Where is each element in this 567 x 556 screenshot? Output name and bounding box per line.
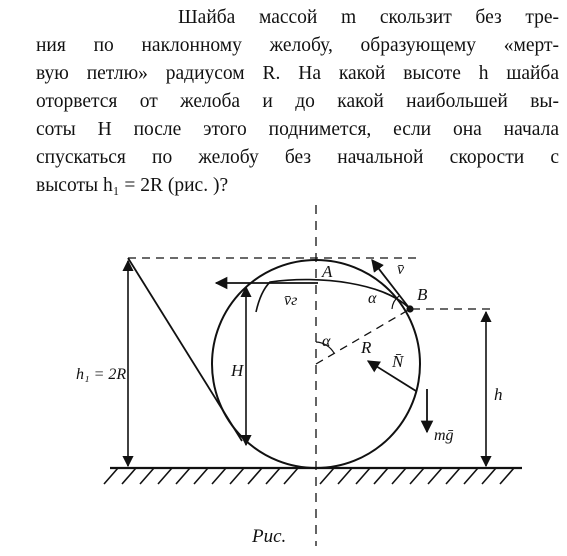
label-angle-b: α bbox=[368, 290, 377, 307]
velocity-arrow bbox=[372, 260, 410, 309]
problem-line: оторвется от желоба и до какой наибольшей вы- bbox=[36, 91, 559, 112]
label-height-h1: h₁ = 2R bbox=[76, 366, 127, 383]
label-normal-force: N̄ bbox=[392, 352, 404, 371]
ground bbox=[104, 468, 522, 484]
label-height-h: h bbox=[494, 385, 503, 404]
label-point-b: B bbox=[417, 285, 428, 304]
figure-caption: Рис. bbox=[252, 526, 287, 547]
label-radius: R bbox=[361, 338, 372, 357]
problem-line: соты H после этого поднимется, если она начала bbox=[36, 119, 559, 140]
problem-line: вую петлю» радиусом R. На какой высоте h шайба bbox=[36, 63, 559, 84]
label-height-H: H bbox=[231, 361, 244, 380]
label-velocity-horizontal: v̄г bbox=[284, 292, 298, 309]
problem-line: Шайба массой m скользит без тре- bbox=[178, 7, 559, 28]
incline bbox=[128, 258, 242, 441]
problem-line: ния по наклонному желобу, образующему «мерт- bbox=[36, 35, 559, 56]
trajectory bbox=[256, 280, 410, 312]
label-point-a: A bbox=[322, 262, 333, 281]
problem-line: высоты h₁ = 2R (рис. )? bbox=[36, 175, 229, 196]
label-angle-center: α bbox=[322, 333, 331, 350]
label-gravity: mḡ bbox=[434, 427, 454, 444]
problem-line: спускаться по желобу без начальной скорости с bbox=[36, 147, 559, 168]
label-velocity: v̄ bbox=[397, 261, 405, 278]
